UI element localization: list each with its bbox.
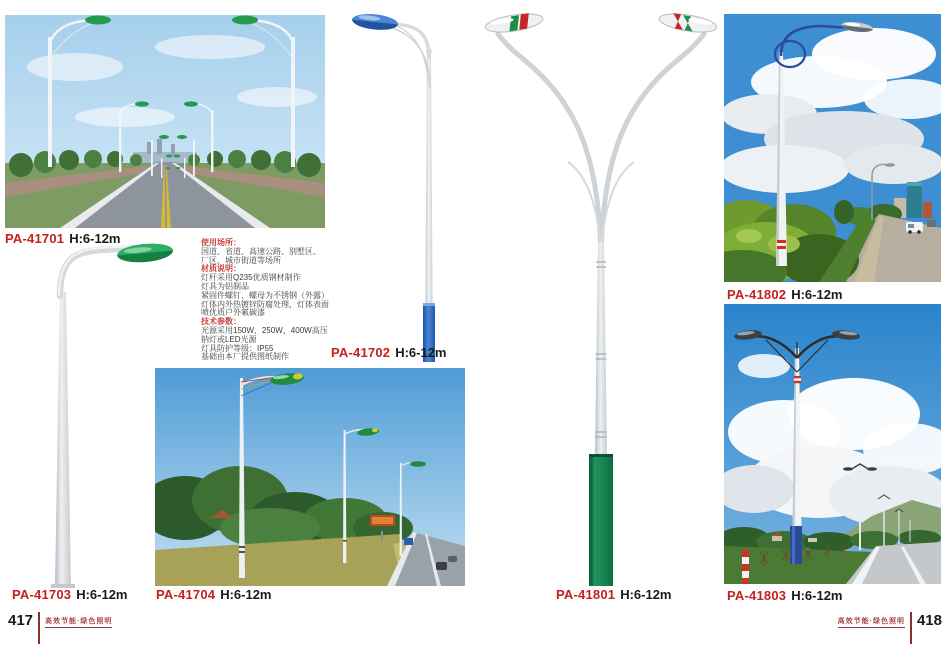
footer-right — [838, 612, 942, 644]
page-number-right: 418 — [916, 612, 942, 629]
spec-text-block — [201, 239, 351, 362]
footer-slogan-left: 高效节能·绿色照明 — [45, 616, 112, 628]
product-height: H:6-12m — [69, 231, 121, 246]
lamp-head-icon — [116, 242, 173, 265]
pole-drawing-41702 — [337, 6, 472, 362]
product-code: PA-41802 — [727, 287, 787, 302]
lamp-head-icon — [484, 11, 544, 36]
product-height: H:6-12m — [791, 287, 843, 302]
product-label-41702 — [331, 345, 446, 360]
product-label-41803 — [727, 588, 842, 603]
street-photo-41802 — [724, 14, 941, 282]
footer-divider — [38, 612, 40, 644]
spec-line: 灯具为铝制品 — [201, 281, 249, 291]
footer-divider — [910, 612, 912, 644]
lamp-head-icon — [85, 16, 111, 25]
left-arm — [498, 34, 601, 254]
product-code: PA-41703 — [12, 587, 72, 602]
spec-tech-title: 技术参数： — [201, 317, 241, 327]
street-photo-41803 — [724, 304, 941, 584]
footer-slogan-right: 高效节能·绿色照明 — [838, 616, 905, 628]
product-label-41801 — [556, 587, 671, 602]
spec-line: 喷优质户外氟碳漆 — [201, 308, 265, 318]
lamp-head-icon — [658, 11, 718, 36]
road-sign — [404, 538, 413, 545]
spec-line: 紧固件螺钉、螺母为不锈钢（外露） — [201, 290, 329, 300]
product-height: H:6-12m — [76, 587, 128, 602]
product-code: PA-41803 — [727, 588, 787, 603]
pole-base-blue — [790, 526, 802, 564]
spec-line: 灯具防护等级：IP55 — [201, 343, 274, 353]
spec-line: 钠灯或LED光源 — [201, 334, 257, 344]
product-label-41802 — [727, 287, 842, 302]
pole-base-green — [589, 454, 613, 586]
lamp-head-icon — [232, 16, 258, 25]
spec-line: 光源采用150W、250W、400W高压 — [201, 325, 328, 335]
product-label-41704 — [156, 587, 271, 602]
spec-usage-title: 使用场所： — [201, 238, 241, 247]
product-height: H:6-12m — [791, 588, 843, 603]
right-arm — [601, 34, 704, 254]
page-number-left: 417 — [8, 612, 34, 629]
pole-drawing-41801 — [482, 2, 720, 586]
roadside-photo-41704 — [155, 368, 465, 586]
street-avenue-photo-41701 — [5, 15, 325, 228]
spec-line: 灯杆采用Q235优质钢材制作 — [201, 273, 301, 283]
spec-line: 国道、省道、高速公路、别墅区、 — [201, 246, 321, 256]
striped-bollard — [742, 550, 749, 584]
product-label-41703 — [12, 587, 127, 602]
product-code: PA-41704 — [156, 587, 216, 602]
lamp-head-icon — [351, 12, 398, 32]
product-height: H:6-12m — [395, 345, 447, 360]
product-height: H:6-12m — [220, 587, 272, 602]
spec-line: 基础由本厂提供图纸制作 — [201, 352, 289, 362]
footer-left — [8, 612, 112, 644]
product-code: PA-41702 — [331, 345, 391, 360]
spec-material-title: 材质说明： — [201, 264, 241, 274]
product-code: PA-41701 — [5, 231, 65, 246]
product-height: H:6-12m — [620, 587, 672, 602]
spec-line: 厂区、城市街道等场所 — [201, 255, 281, 265]
spec-line: 灯体内外热镀锌防腐处理，灯体表面 — [201, 299, 329, 309]
product-code: PA-41801 — [556, 587, 616, 602]
